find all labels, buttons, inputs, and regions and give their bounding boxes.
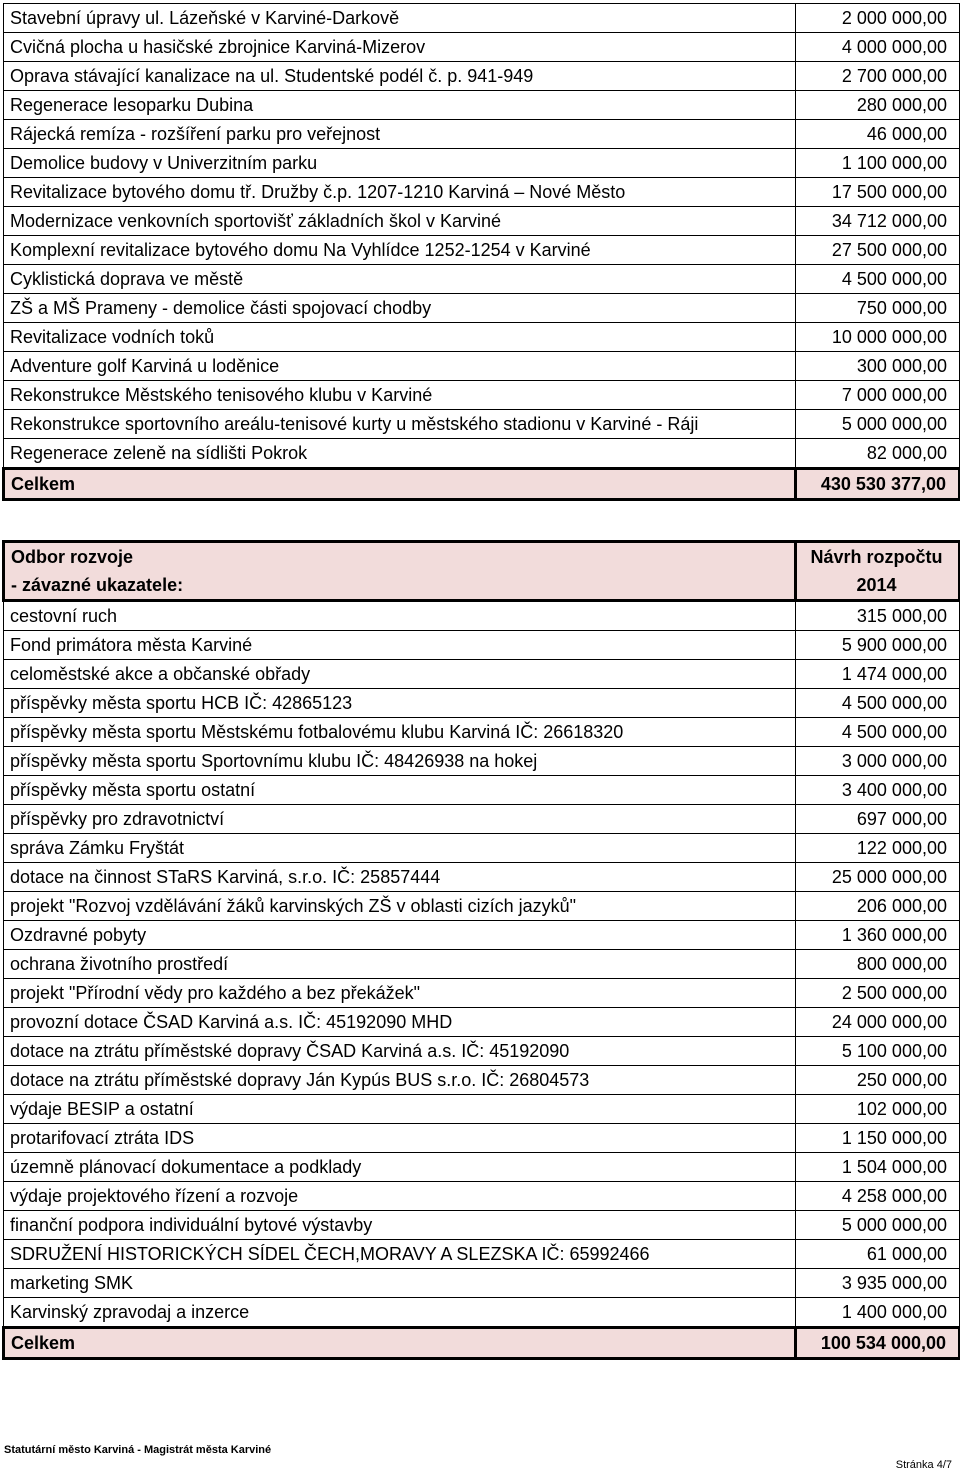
- item-name: protarifovací ztráta IDS: [4, 1124, 796, 1153]
- item-amount: 3 000 000,00: [796, 747, 960, 776]
- table-row: [4, 207, 960, 236]
- item-amount: 5 000 000,00: [796, 1211, 960, 1240]
- table-row: [4, 294, 960, 323]
- table-row: [4, 1095, 960, 1124]
- total-label: Celkem: [4, 1328, 796, 1359]
- table-row: [4, 718, 960, 747]
- item-amount: 17 500 000,00: [796, 178, 960, 207]
- item-amount: 1 100 000,00: [796, 149, 960, 178]
- table-row: [4, 689, 960, 718]
- table-row: [4, 1153, 960, 1182]
- item-amount: 4 500 000,00: [796, 718, 960, 747]
- item-name: Komplexní revitalizace bytového domu Na Vyhlídce 1252-1254 v Karviné: [4, 236, 796, 265]
- item-amount: 102 000,00: [796, 1095, 960, 1124]
- budget-year: 2014: [856, 575, 897, 595]
- table-row: [4, 834, 960, 863]
- item-name: marketing SMK: [4, 1269, 796, 1298]
- item-amount: 10 000 000,00: [796, 323, 960, 352]
- table-row: [4, 1240, 960, 1269]
- item-name: dotace na činnost STaRS Karviná, s.r.o. IČ: 25857444: [4, 863, 796, 892]
- item-name: příspěvky pro zdravotnictví: [4, 805, 796, 834]
- item-name: projekt "Přírodní vědy pro každého a bez překážek": [4, 979, 796, 1008]
- item-name: dotace na ztrátu příměstské dopravy ČSAD Karviná a.s. IČ: 45192090: [4, 1037, 796, 1066]
- item-name: Cyklistická doprava ve městě: [4, 265, 796, 294]
- item-amount: 280 000,00: [796, 91, 960, 120]
- item-name: Fond primátora města Karviné: [4, 631, 796, 660]
- item-name: Cvičná plocha u hasičské zbrojnice Karviná-Mizerov: [4, 33, 796, 62]
- item-name: výdaje BESIP a ostatní: [4, 1095, 796, 1124]
- item-amount: 4 000 000,00: [796, 33, 960, 62]
- item-name: Stavební úpravy ul. Lázeňské v Karviné-Darkově: [4, 4, 796, 33]
- item-amount: 4 500 000,00: [796, 689, 960, 718]
- table-row: [4, 863, 960, 892]
- table-row: [4, 33, 960, 62]
- item-amount: 34 712 000,00: [796, 207, 960, 236]
- item-amount: 24 000 000,00: [796, 1008, 960, 1037]
- item-amount: 25 000 000,00: [796, 863, 960, 892]
- item-name: celoměstské akce a občanské obřady: [4, 660, 796, 689]
- item-name: Modernizace venkovních sportovišť základních škol v Karviné: [4, 207, 796, 236]
- item-amount: 2 500 000,00: [796, 979, 960, 1008]
- item-amount: 7 000 000,00: [796, 381, 960, 410]
- item-amount: 1 400 000,00: [796, 1298, 960, 1328]
- item-name: projekt "Rozvoj vzdělávání žáků karvinských ZŠ v oblasti cizích jazyků": [4, 892, 796, 921]
- item-amount: 750 000,00: [796, 294, 960, 323]
- table-row: [4, 410, 960, 439]
- item-name: Regenerace zeleně na sídlišti Pokrok: [4, 439, 796, 469]
- table-row: [4, 979, 960, 1008]
- item-amount: 697 000,00: [796, 805, 960, 834]
- table-row: [4, 1037, 960, 1066]
- item-amount: 250 000,00: [796, 1066, 960, 1095]
- table-row: [4, 1269, 960, 1298]
- department-header: [4, 542, 796, 601]
- item-name: výdaje projektového řízení a rozvoje: [4, 1182, 796, 1211]
- table-row: [4, 1182, 960, 1211]
- table-row: [4, 1298, 960, 1328]
- item-name: příspěvky města sportu Sportovnímu klubu IČ: 48426938 na hokej: [4, 747, 796, 776]
- total-amount: 430 530 377,00: [796, 469, 960, 500]
- table-row: [4, 381, 960, 410]
- table-row: [4, 1211, 960, 1240]
- item-amount: 206 000,00: [796, 892, 960, 921]
- item-name: správa Zámku Fryštát: [4, 834, 796, 863]
- item-name: územně plánovací dokumentace a podklady: [4, 1153, 796, 1182]
- item-amount: 5 000 000,00: [796, 410, 960, 439]
- item-amount: 1 150 000,00: [796, 1124, 960, 1153]
- item-amount: 315 000,00: [796, 601, 960, 631]
- table-row: [4, 601, 960, 631]
- table-row: [4, 631, 960, 660]
- item-amount: 5 900 000,00: [796, 631, 960, 660]
- item-name: Revitalizace bytového domu tř. Družby č.p. 1207-1210 Karviná – Nové Město: [4, 178, 796, 207]
- investment-table-body: [4, 4, 960, 500]
- table-row: [4, 950, 960, 979]
- investment-table: [2, 3, 960, 501]
- total-label: Celkem: [4, 469, 796, 500]
- item-amount: 1 360 000,00: [796, 921, 960, 950]
- table-row: [4, 149, 960, 178]
- department-name: Odbor rozvoje: [11, 547, 134, 567]
- item-name: ochrana životního prostředí: [4, 950, 796, 979]
- table-row: [4, 178, 960, 207]
- item-amount: 300 000,00: [796, 352, 960, 381]
- item-name: Ozdravné pobyty: [4, 921, 796, 950]
- table-row: [4, 323, 960, 352]
- table-header-row: [4, 542, 960, 601]
- item-name: příspěvky města sportu ostatní: [4, 776, 796, 805]
- item-amount: 61 000,00: [796, 1240, 960, 1269]
- item-amount: 4 500 000,00: [796, 265, 960, 294]
- footer-organization: Statutární město Karviná - Magistrát města Karviné: [4, 1444, 272, 1456]
- table-row: [4, 921, 960, 950]
- table-row: [4, 747, 960, 776]
- table-row: [4, 352, 960, 381]
- item-amount: 46 000,00: [796, 120, 960, 149]
- table-row: [4, 776, 960, 805]
- table-row: [4, 805, 960, 834]
- total-row: [4, 469, 960, 500]
- total-row: [4, 1328, 960, 1359]
- table-row: [4, 4, 960, 33]
- item-name: Demolice budovy v Univerzitním parku: [4, 149, 796, 178]
- table-row: [4, 660, 960, 689]
- item-name: cestovní ruch: [4, 601, 796, 631]
- item-amount: 2 700 000,00: [796, 62, 960, 91]
- table-row: [4, 892, 960, 921]
- item-name: SDRUŽENÍ HISTORICKÝCH SÍDEL ČECH,MORAVY A SLEZSKA IČ: 65992466: [4, 1240, 796, 1269]
- table-row: [4, 120, 960, 149]
- item-name: Revitalizace vodních toků: [4, 323, 796, 352]
- table-row: [4, 236, 960, 265]
- item-name: Regenerace lesoparku Dubina: [4, 91, 796, 120]
- item-amount: 3 400 000,00: [796, 776, 960, 805]
- item-name: dotace na ztrátu příměstské dopravy Ján Kypús BUS s.r.o. IČ: 26804573: [4, 1066, 796, 1095]
- item-amount: 82 000,00: [796, 439, 960, 469]
- item-name: příspěvky města sportu Městskému fotbalovému klubu Karviná IČ: 26618320: [4, 718, 796, 747]
- table-row: [4, 62, 960, 91]
- item-amount: 800 000,00: [796, 950, 960, 979]
- table-row: [4, 91, 960, 120]
- item-amount: 27 500 000,00: [796, 236, 960, 265]
- item-name: Rájecká remíza - rozšíření parku pro veřejnost: [4, 120, 796, 149]
- table-row: [4, 439, 960, 469]
- table-row: [4, 1008, 960, 1037]
- item-amount: 122 000,00: [796, 834, 960, 863]
- item-name: Adventure golf Karviná u loděnice: [4, 352, 796, 381]
- item-name: finanční podpora individuální bytové výstavby: [4, 1211, 796, 1240]
- item-amount: 3 935 000,00: [796, 1269, 960, 1298]
- item-name: ZŠ a MŠ Prameny - demolice části spojovací chodby: [4, 294, 796, 323]
- department-subtitle: - závazné ukazatele:: [11, 575, 184, 595]
- item-amount: 4 258 000,00: [796, 1182, 960, 1211]
- item-amount: 5 100 000,00: [796, 1037, 960, 1066]
- development-dept-table: [2, 540, 960, 1360]
- footer-page-number: Stránka 4/7: [895, 1459, 952, 1471]
- item-amount: 1 504 000,00: [796, 1153, 960, 1182]
- table-row: [4, 1124, 960, 1153]
- budget-proposal-header: [796, 542, 960, 601]
- item-name: Oprava stávající kanalizace na ul. Studentské podél č. p. 941-949: [4, 62, 796, 91]
- table-row: [4, 265, 960, 294]
- table-row: [4, 1066, 960, 1095]
- item-amount: 2 000 000,00: [796, 4, 960, 33]
- budget-proposal-label: Návrh rozpočtu: [810, 547, 943, 567]
- item-name: Rekonstrukce sportovního areálu-tenisové kurty u městského stadionu v Karviné - Ráji: [4, 410, 796, 439]
- item-name: Rekonstrukce Městského tenisového klubu v Karviné: [4, 381, 796, 410]
- item-amount: 1 474 000,00: [796, 660, 960, 689]
- development-dept-table-body: [4, 542, 960, 1359]
- item-name: příspěvky města sportu HCB IČ: 42865123: [4, 689, 796, 718]
- total-amount: 100 534 000,00: [796, 1328, 960, 1359]
- item-name: Karvinský zpravodaj a inzerce: [4, 1298, 796, 1328]
- item-name: provozní dotace ČSAD Karviná a.s. IČ: 45192090 MHD: [4, 1008, 796, 1037]
